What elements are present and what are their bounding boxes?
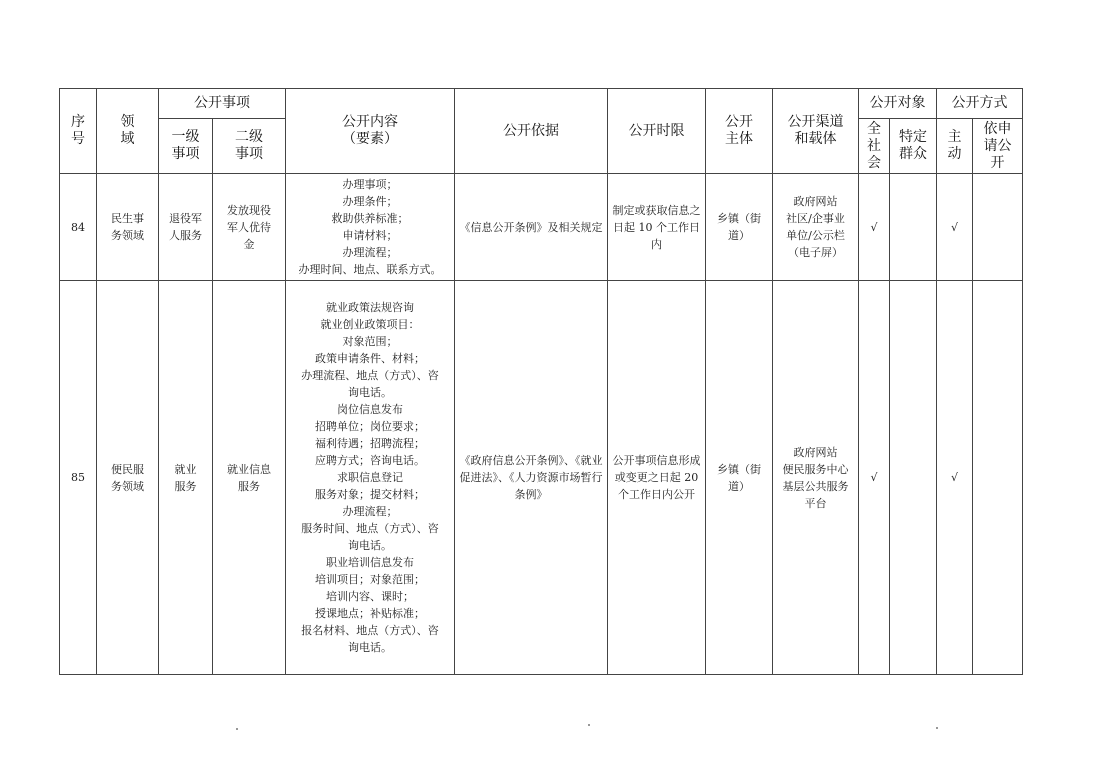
row-specific-check <box>890 281 937 675</box>
header-subject: 公开 主体 <box>706 89 773 174</box>
content-line: 就业政策法规咨询 <box>326 301 414 314</box>
content-line: 办理时间、地点、联系方式。 <box>298 263 442 276</box>
row-index: 85 <box>60 281 97 675</box>
content-line: 培训项目；对象范围； <box>315 573 425 586</box>
content-line: 应聘方式；咨询电话。 <box>315 454 425 467</box>
header-channel: 公开渠道 和载体 <box>773 89 859 174</box>
header-active: 主 动 <box>937 119 973 174</box>
content-line: 救助供养标准； <box>331 212 409 225</box>
content-line: 岗位信息发布 <box>337 403 403 416</box>
content-line: 服务时间、地点（方式）、咨 <box>301 522 439 535</box>
header-items-group: 公开事项 <box>159 89 286 119</box>
table-row <box>60 281 1023 675</box>
row-specific-check <box>890 174 937 281</box>
scan-speck <box>588 724 590 726</box>
content-line: 就业创业政策项目： <box>320 318 420 331</box>
content-line: 办理流程、地点（方式）、咨 <box>301 369 439 382</box>
row-society-check: √ <box>859 174 890 281</box>
content-line: 报名材料、地点（方式）、咨 <box>301 624 439 637</box>
content-line: 办理事项； <box>342 178 398 191</box>
header-field: 领 域 <box>97 89 159 174</box>
header-level1: 一级 事项 <box>159 119 213 174</box>
header-society: 全 社 会 <box>859 119 890 174</box>
row-active-check: √ <box>937 174 973 281</box>
row-basis: 《信息公开条例》及相关规定 <box>455 174 608 281</box>
content-line: 办理流程； <box>342 505 398 518</box>
row-index: 84 <box>60 174 97 281</box>
row-society-check: √ <box>859 281 890 675</box>
content-line: 招聘单位；岗位要求； <box>315 420 425 433</box>
row-basis: 《政府信息公开条例》、《就业促进法》、《人力资源市场暂行条例》 <box>455 281 608 675</box>
row-level1: 就业 服务 <box>159 281 213 675</box>
content-line: 授课地点；补贴标准； <box>315 607 425 620</box>
content-line: 申请材料； <box>342 229 398 242</box>
content-line: 询电话。 <box>348 386 392 399</box>
content-line: 办理条件； <box>342 195 398 208</box>
header-on-request: 依申 请公 开 <box>973 119 1023 174</box>
content-line: 培训内容、课时； <box>326 590 414 603</box>
row-active-check: √ <box>937 281 973 675</box>
row-time-limit: 公开事项信息形成或变更之日起 20 个工作日内公开 <box>608 281 706 675</box>
content-line: 对象范围； <box>342 335 398 348</box>
row-on-request-check <box>973 174 1023 281</box>
content-line: 询电话。 <box>348 641 392 654</box>
content-line: 办理流程； <box>342 246 398 259</box>
content-line: 政策申请条件、材料； <box>315 352 425 365</box>
disclosure-table <box>59 88 1023 675</box>
header-level2: 二级 事项 <box>213 119 286 174</box>
content-line: 服务对象；提交材料； <box>315 488 425 501</box>
header-target-group: 公开对象 <box>859 89 937 119</box>
row-subject: 乡镇（街 道） <box>706 174 773 281</box>
row-time-limit: 制定或获取信息之日起 10 个工作日内 <box>608 174 706 281</box>
row-channel: 政府网站 社区/企事业 单位/公示栏 （电子屏） <box>773 174 859 281</box>
content-line: 询电话。 <box>348 539 392 552</box>
row-subject: 乡镇（街 道） <box>706 281 773 675</box>
scan-speck <box>236 728 238 730</box>
header-specific: 特定 群众 <box>890 119 937 174</box>
header-content: 公开内容 （要素） <box>286 89 455 174</box>
header-index: 序 号 <box>60 89 97 174</box>
row-level1: 退役军 人服务 <box>159 174 213 281</box>
content-line: 求职信息登记 <box>337 471 403 484</box>
row-field: 民生事 务领域 <box>97 174 159 281</box>
header-time-limit: 公开时限 <box>608 89 706 174</box>
row-level2: 就业信息 服务 <box>213 281 286 675</box>
row-content <box>286 174 455 281</box>
row-field: 便民服 务领域 <box>97 281 159 675</box>
table-body <box>60 174 1023 675</box>
table-header <box>60 89 1023 174</box>
row-channel: 政府网站 便民服务中心 基层公共服务 平台 <box>773 281 859 675</box>
table-row <box>60 174 1023 281</box>
content-line: 职业培训信息发布 <box>326 556 414 569</box>
scan-speck <box>936 727 938 729</box>
row-on-request-check <box>973 281 1023 675</box>
row-level2: 发放现役 军人优待 金 <box>213 174 286 281</box>
header-basis: 公开依据 <box>455 89 608 174</box>
row-content <box>286 281 455 675</box>
header-method-group: 公开方式 <box>937 89 1023 119</box>
content-line: 福利待遇；招聘流程； <box>315 437 425 450</box>
